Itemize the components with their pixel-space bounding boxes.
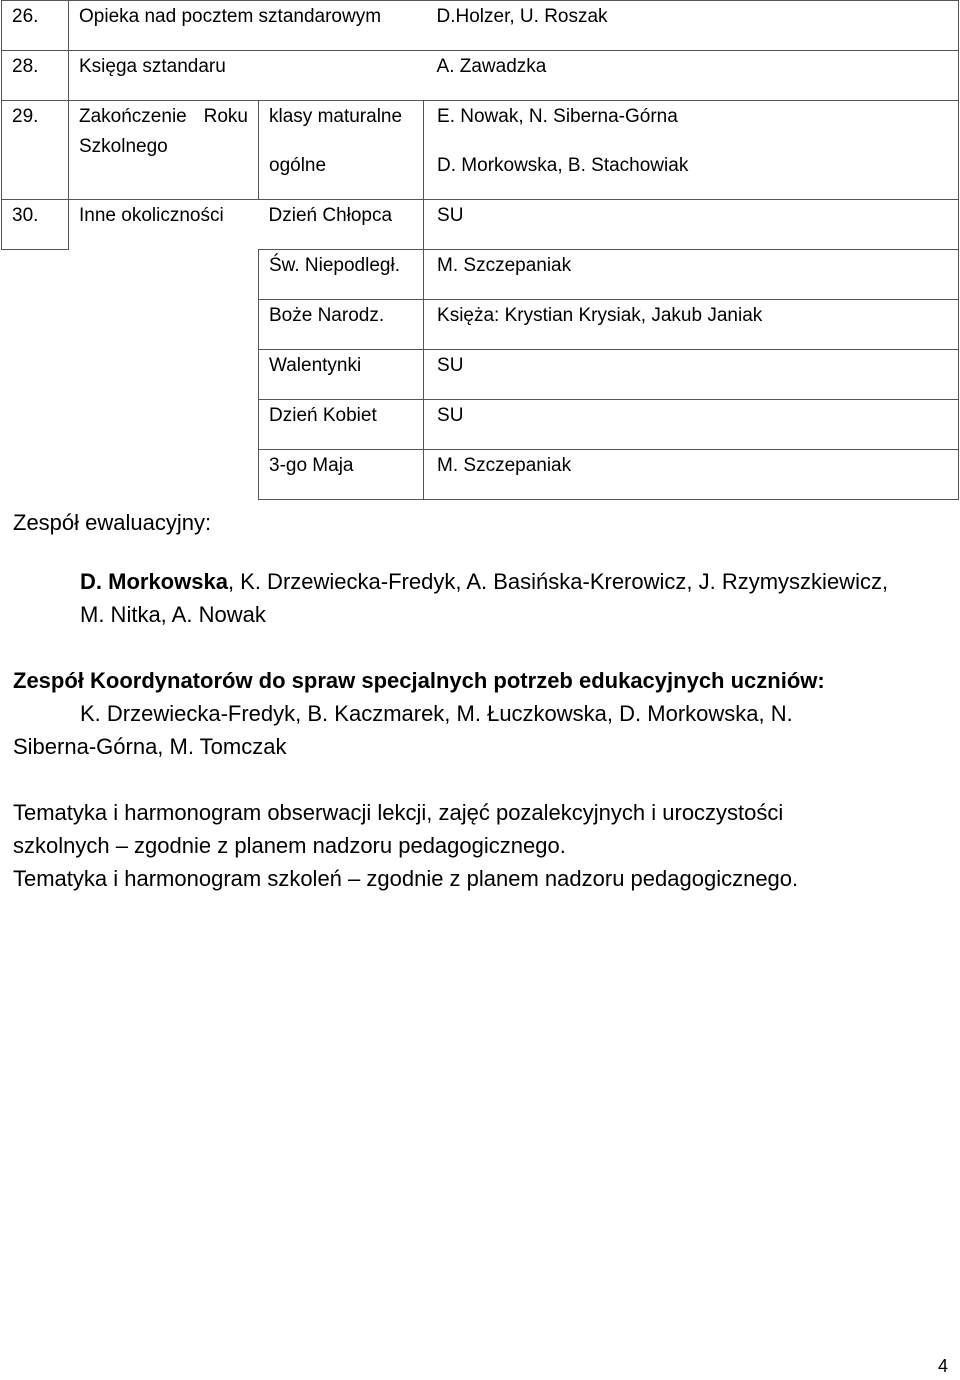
sub-cell: Dzień Kobiet [269,405,377,426]
topics-line1: Tematyka i harmonogram obserwacji lekcji, zajęć pozalekcyjnych i uroczystości [13,800,784,825]
table-row [2,200,959,250]
sub-cell: klasy maturalne [269,106,403,127]
row-number: 29. [12,106,39,127]
row-number: 28. [12,56,39,77]
table-row [2,250,959,300]
sub-cell: 3-go Maja [269,455,354,476]
person-cell: SU [437,405,464,426]
person-cell: Księża: Krystian Krysiak, Jakub Janiak [437,305,763,326]
person-cell: M. Szczepaniak [437,455,572,476]
person-cell: SU [437,205,464,226]
person-cell: M. Szczepaniak [437,255,572,276]
row-number: 30. [12,205,39,226]
evaluation-members-line2: M. Nitka, A. Nowak [80,602,266,627]
sub-cell: Św. Niepodległ. [269,255,400,276]
subject-word: Roku [203,106,248,127]
table-row [2,450,959,500]
person-cell: D.Holzer, U. Roszak [436,6,608,27]
subject-word: Szkolnego [79,136,168,157]
person-cell: E. Nowak, N. Siberna-Górna [437,106,678,127]
person-cell: A. Zawadzka [436,56,547,77]
row-number: 26. [12,6,39,27]
subject-cell: Inne okoliczności [79,205,224,226]
table-row [2,101,959,151]
topics-line2: szkolnych – zgodnie z planem nadzoru pedagogicznego. [13,833,566,858]
coordinators-members-line2: Siberna-Górna, M. Tomczak [13,734,287,759]
evaluation-members-line1 [80,565,888,598]
evaluation-members-rest: , K. Drzewiecka-Fredyk, A. Basińska-Krerowicz, J. Rzymyszkiewicz, [227,569,889,594]
coordinators-heading: Zespół Koordynatorów do spraw specjalnych potrzeb edukacyjnych uczniów: [13,668,825,693]
subject-word: Zakończenie [79,106,187,127]
subject-cell: Księga sztandaru [79,56,226,77]
evaluation-lead: D. Morkowska [80,569,228,594]
assignments-table [1,0,959,500]
page-number: 4 [937,1356,948,1376]
sub-cell: Dzień Chłopca [268,205,393,226]
subject-cell: Opieka nad pocztem sztandarowym [79,6,382,27]
table-row [2,1,959,51]
topics-line3: Tematyka i harmonogram szkoleń – zgodnie z planem nadzoru pedagogicznego. [13,866,799,891]
table-row [2,400,959,450]
evaluation-heading: Zespół ewaluacyjny: [13,510,212,535]
person-cell: SU [437,355,464,376]
table-row [2,350,959,400]
sub-cell: ogólne [269,155,327,176]
person-cell: D. Morkowska, B. Stachowiak [437,155,689,176]
sub-cell: Walentynki [269,355,362,376]
table-row [2,300,959,350]
sub-cell: Boże Narodz. [269,305,385,326]
table-row [2,51,959,101]
subject-cell [69,101,258,158]
coordinators-members-line1: K. Drzewiecka-Fredyk, B. Kaczmarek, M. Łuczkowska, D. Morkowska, N. [80,701,793,726]
